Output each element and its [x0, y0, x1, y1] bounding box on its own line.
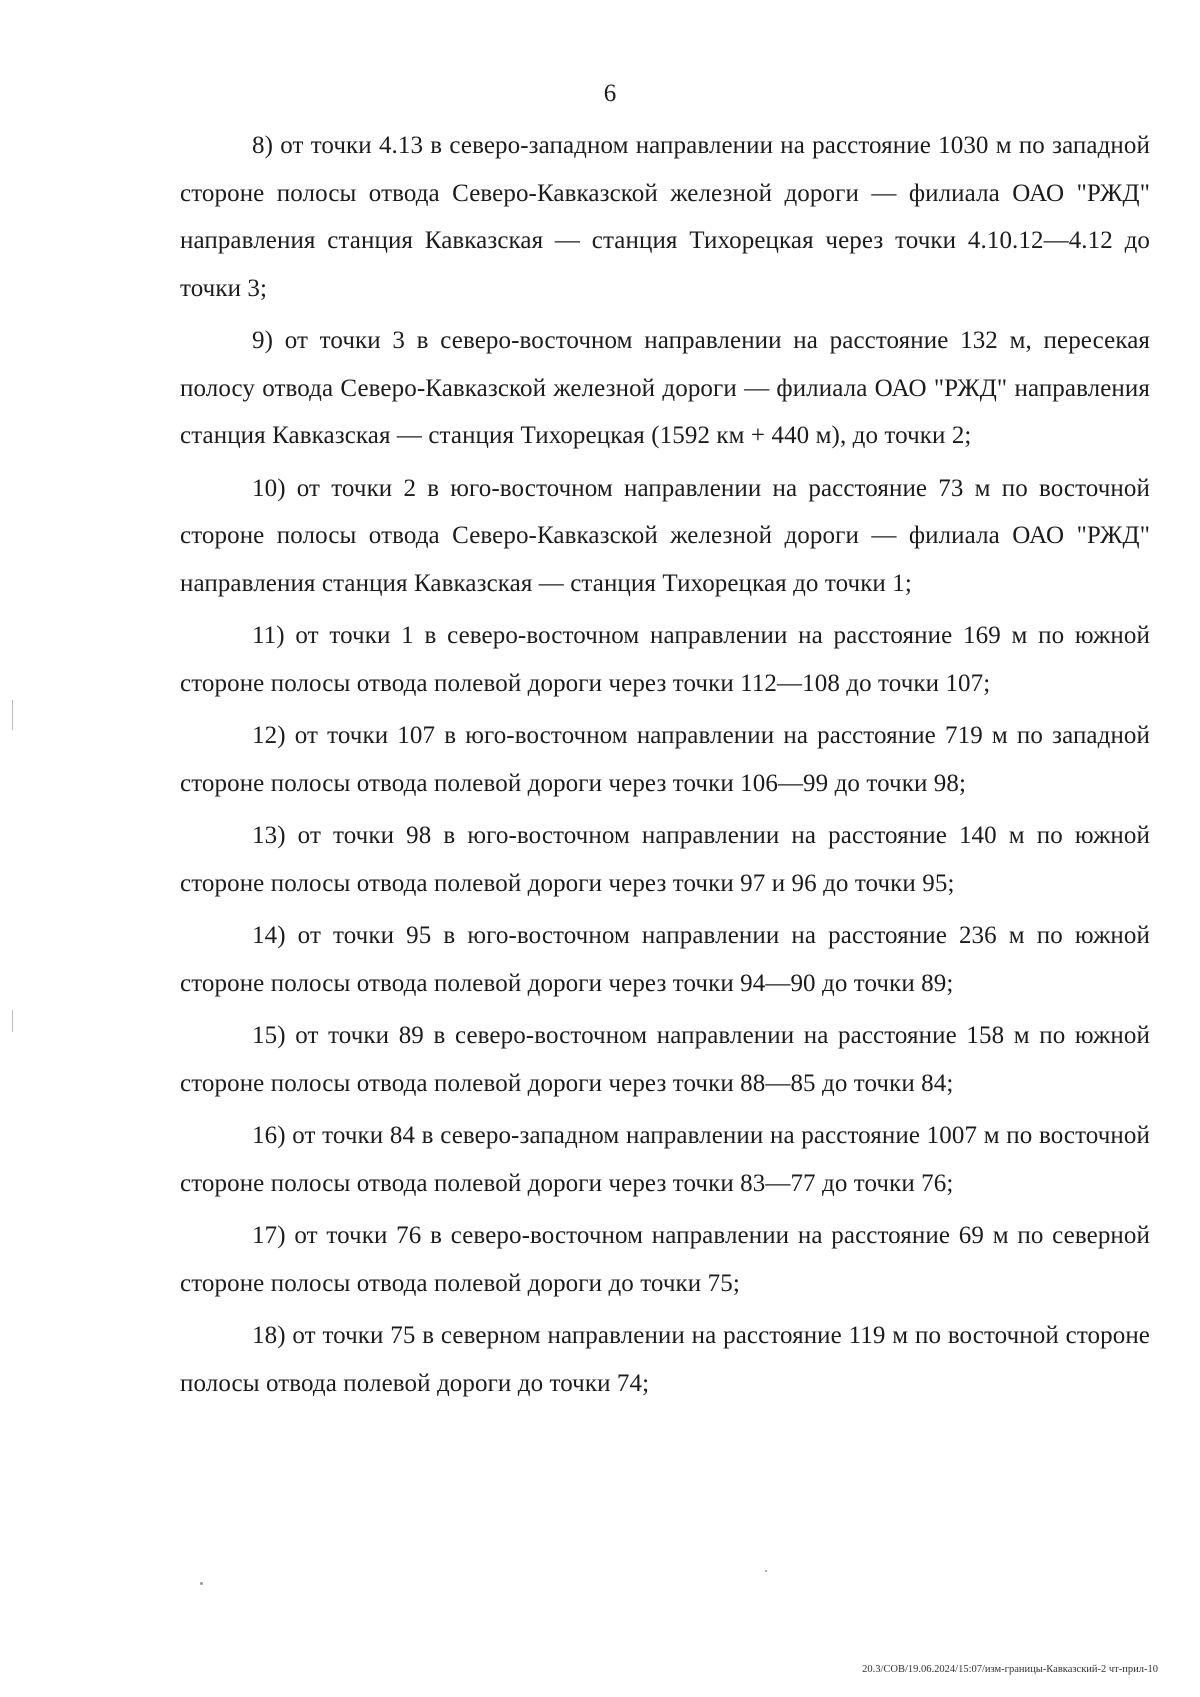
paragraph-item-15: 15) от точки 89 в северо-восточном направлении на расстояние 158 м по южной стороне полосы отвода полевой дороги через точки 88—85 до точки 84; — [180, 1022, 1150, 1097]
paragraph-item-14: 14) от точки 95 в юго-восточном направлении на расстояние 236 м по южной стороне полосы отвода полевой дороги через точки 94—90 до точки 89; — [180, 922, 1150, 997]
document-footer: 20.3/СОВ/19.06.2024/15:07/изм-границы-Кавказский-2 чт-прил-10 — [862, 1664, 1158, 1675]
paragraph-item-13: 13) от точки 98 в юго-восточном направлении на расстояние 140 м по южной стороне полосы отвода полевой дороги через точки 97 и 96 до точки 95; — [180, 822, 1150, 897]
paragraph-item-18: 18) от точки 75 в северном направлении на расстояние 119 м по восточной стороне полосы отвода полевой дороги до точки 74; — [180, 1322, 1150, 1397]
paragraph-item-11: 11) от точки 1 в северо-восточном направлении на расстояние 169 м по южной стороне полосы отвода полевой дороги через точки 112—108 до точки 107; — [180, 622, 1150, 697]
paragraph-item-8: 8) от точки 4.13 в северо-западном направлении на расстояние 1030 м по западной стороне полосы отвода Северо-Кавказской железной дороги — филиала ОАО "РЖД" направления станция Кавказская — станция Тихорецкая через точки 4.10.12—4.12 до точки 3; — [180, 132, 1150, 302]
paragraph-item-9: 9) от точки 3 в северо-восточном направлении на расстояние 132 м, пересекая полосу отвода Северо-Кавказской железной дороги — филиала ОАО "РЖД" направления станция Кавказская — станция Тихорецкая (1592 км + 440 м), до точки 2; — [180, 327, 1150, 449]
page-number: 6 — [603, 80, 617, 107]
paragraph-item-17: 17) от точки 76 в северо-восточном направлении на расстояние 69 м по северной стороне полосы отвода полевой дороги до точки 75; — [180, 1222, 1150, 1297]
scan-speck — [200, 1582, 203, 1585]
scan-margin-mark — [12, 1010, 13, 1032]
paragraph-item-10: 10) от точки 2 в юго-восточном направлении на расстояние 73 м по восточной стороне полосы отвода Северо-Кавказской железной дороги — филиала ОАО "РЖД" направления станция Кавказская — станция Тихорецкая до точки 1; — [180, 474, 1150, 597]
paragraph-item-16: 16) от точки 84 в северо-западном направлении на расстояние 1007 м по восточной стороне полосы отвода полевой дороги через точки 83—77 до точки 76; — [180, 1122, 1150, 1197]
document-body — [180, 122, 1150, 1412]
paragraph-item-12: 12) от точки 107 в юго-восточном направлении на расстояние 719 м по западной стороне полосы отвода полевой дороги через точки 106—99 до точки 98; — [180, 722, 1150, 797]
scan-speck — [765, 1570, 767, 1572]
scan-margin-mark — [12, 700, 13, 730]
